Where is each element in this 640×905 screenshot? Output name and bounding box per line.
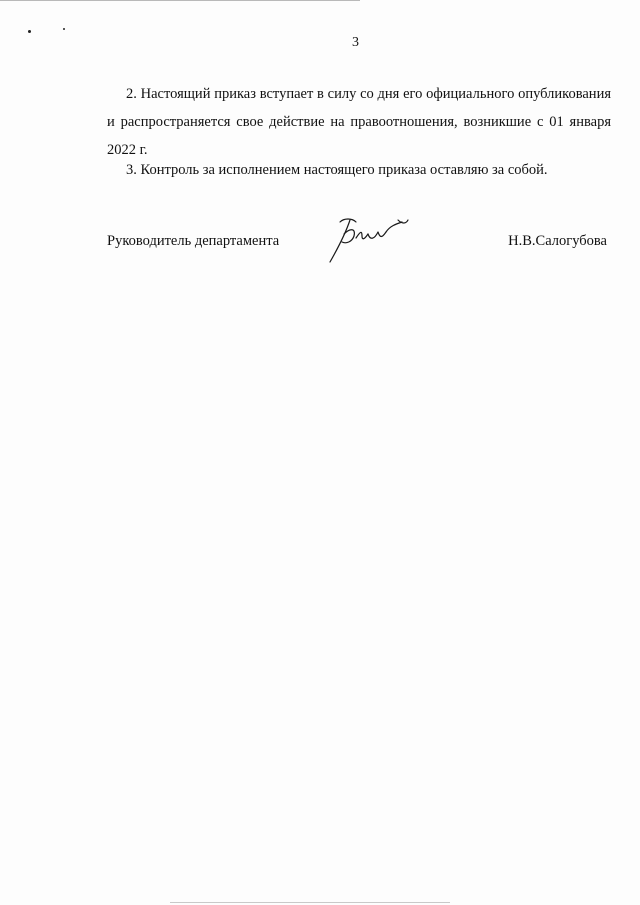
paragraph-effective-date: 2. Настоящий приказ вступает в силу со дня его официального опубликования и распространяется свое действие на правоотношения, возникшие с 01 января 2022 г.: [107, 86, 611, 158]
scan-edge-line-bottom: [170, 902, 450, 903]
scan-edge-line: [0, 0, 360, 1]
signature-icon: [326, 212, 410, 266]
paragraph-control: 3. Контроль за исполнением настоящего приказа оставляю за собой.: [126, 162, 548, 178]
scan-speck: [63, 28, 65, 30]
signatory-position: Руководитель департамента: [107, 233, 280, 249]
scan-speck: [28, 30, 31, 33]
page-number: 3: [352, 35, 359, 50]
signatory-name: Н.В.Салогубова: [508, 233, 607, 249]
